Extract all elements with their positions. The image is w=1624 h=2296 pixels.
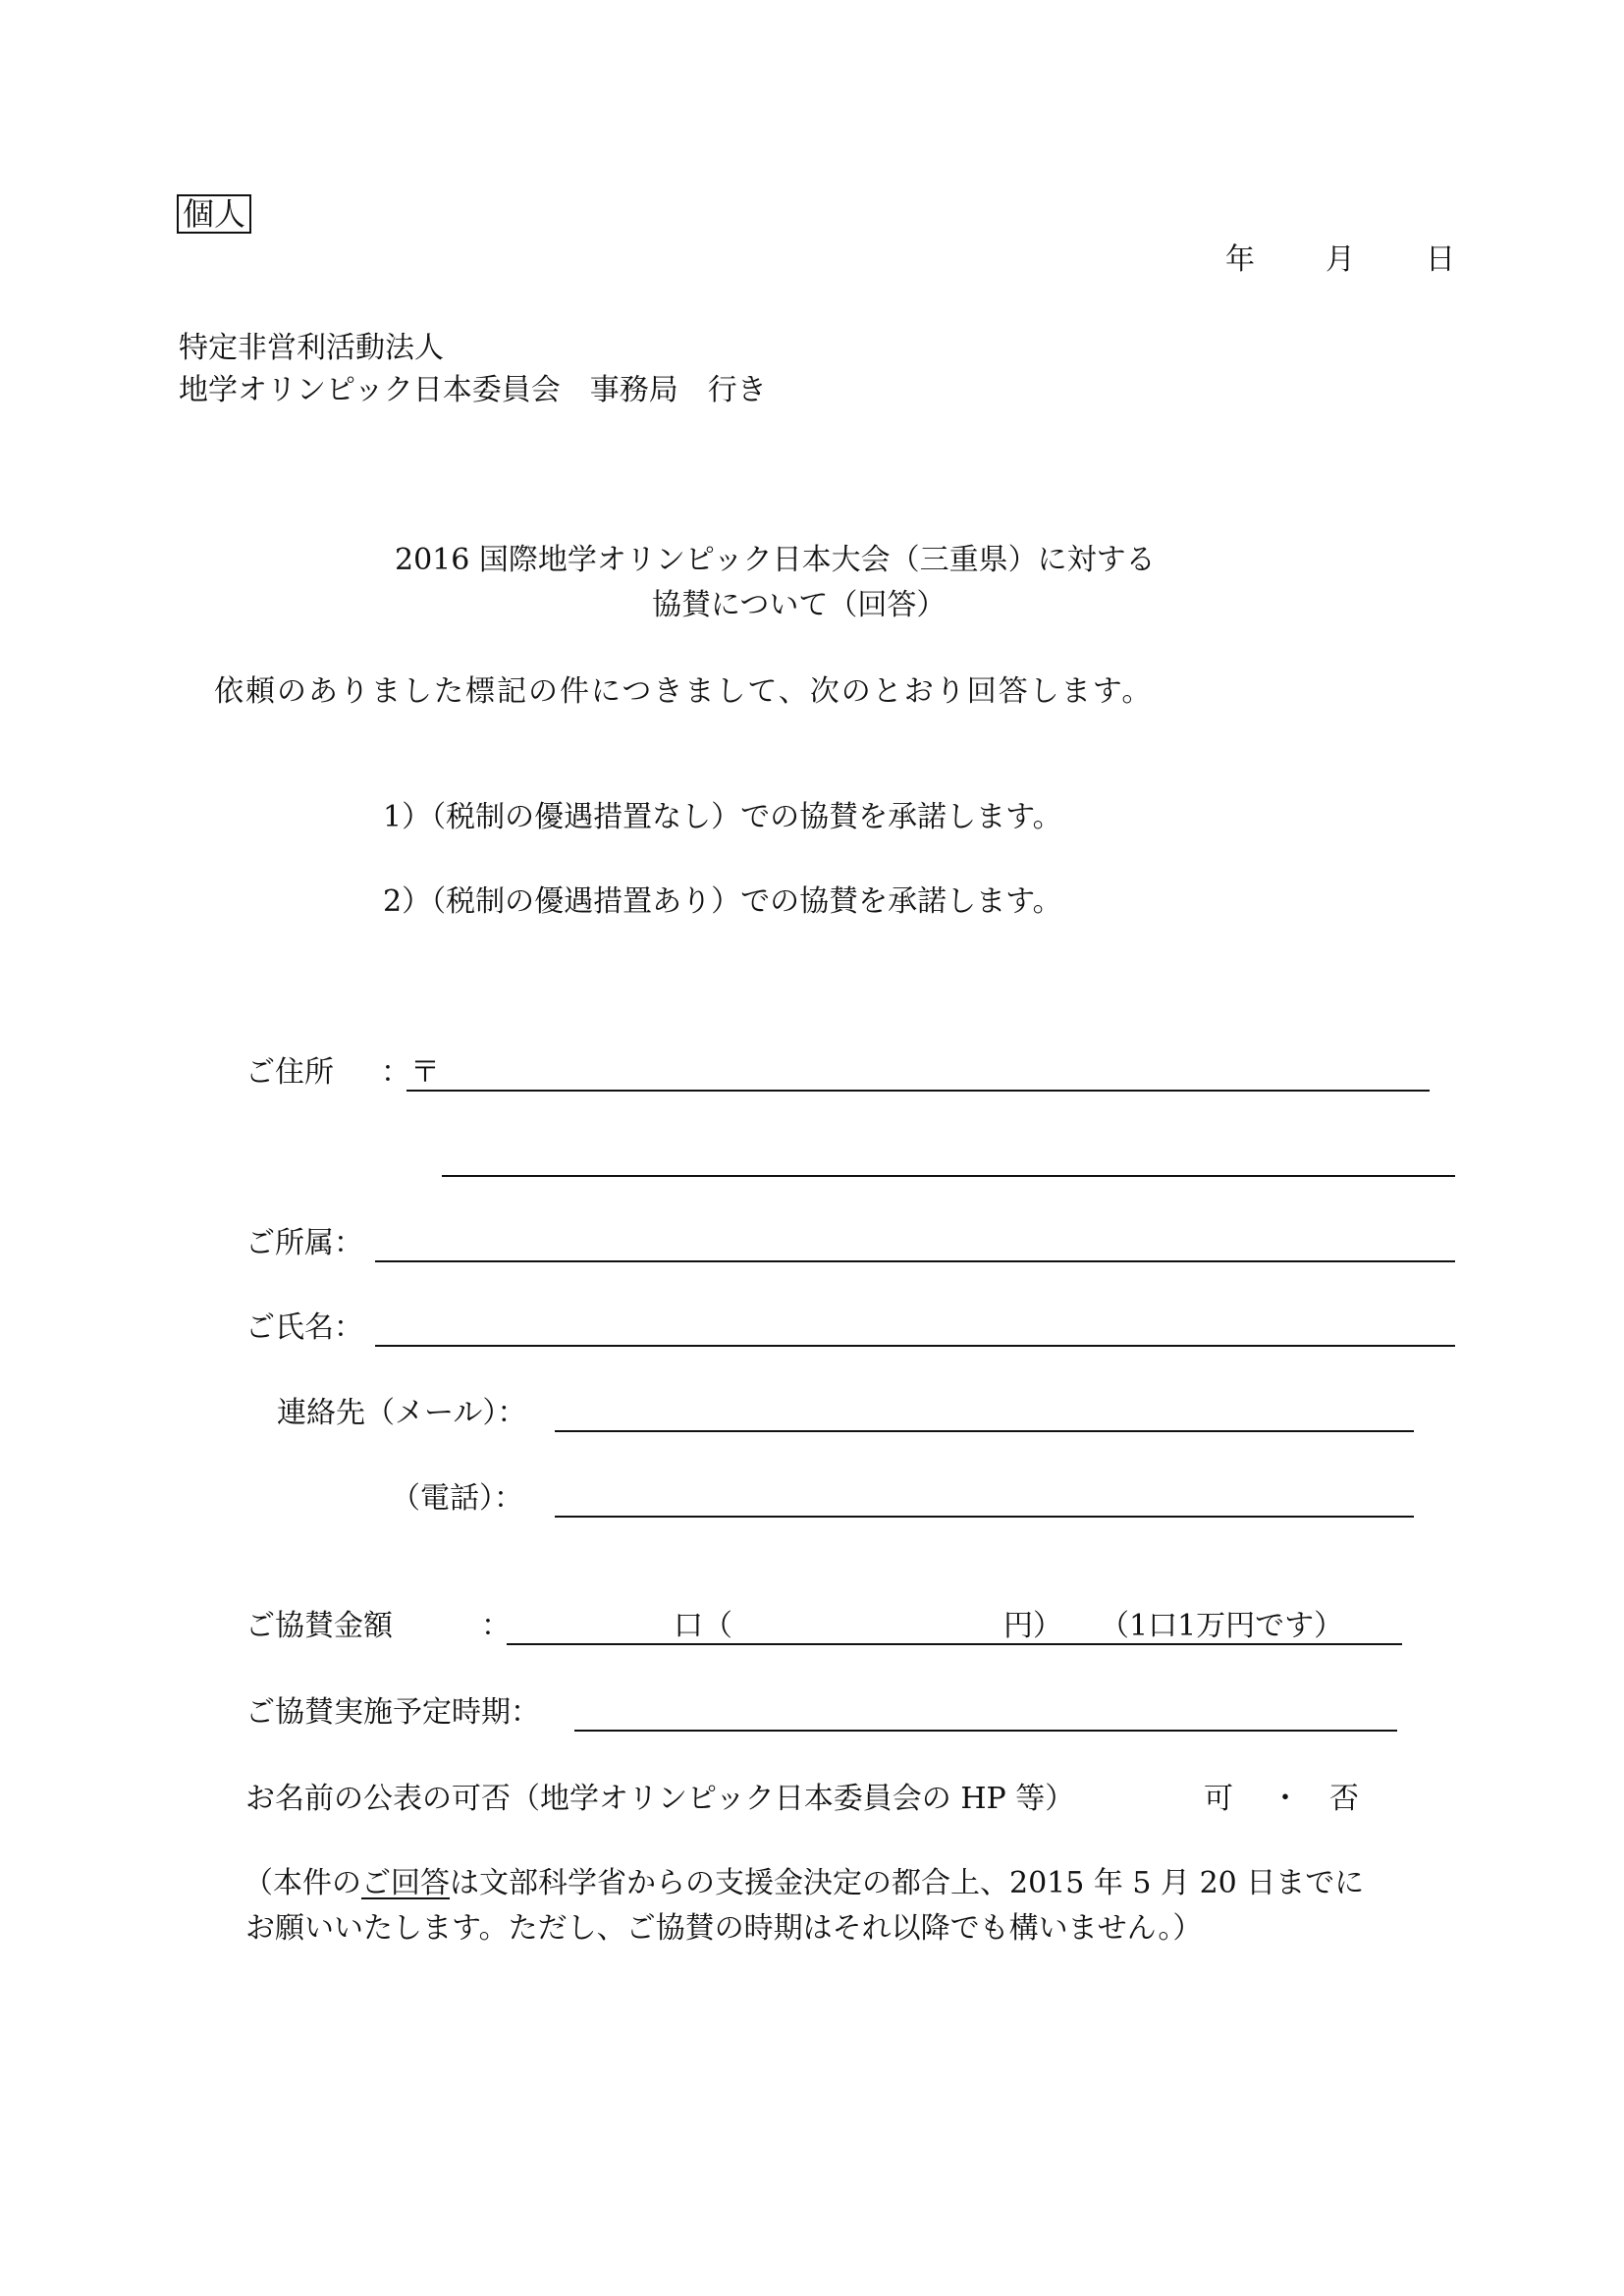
phone-label: （電話）： (391, 1481, 523, 1516)
option-with-tax-benefit[interactable]: 2）（税制の優遇措置あり）での協賛を承諾します。 (383, 884, 1062, 919)
date-day: 日 (1426, 242, 1455, 277)
note-open: （本件の (244, 1866, 361, 1900)
amount-colon: ： (481, 1609, 511, 1643)
address-colon: ： (381, 1055, 410, 1090)
publicity-separator: ・ (1271, 1782, 1300, 1816)
address-line-1[interactable] (406, 1090, 1430, 1092)
postal-mark: 〒 (410, 1055, 440, 1090)
schedule-label: ご協賛実施予定時期： (245, 1695, 540, 1730)
amount-units: 口（ (674, 1609, 732, 1643)
amount-note: （1口1万円です） (1100, 1609, 1344, 1643)
document-title-line1: 2016 国際地学オリンピック日本大会（三重県）に対する (395, 543, 1156, 577)
email-label: 連絡先（メール）： (277, 1396, 527, 1430)
name-line[interactable] (375, 1345, 1455, 1347)
note-underlined: ご回答 (361, 1866, 450, 1900)
address-line-2[interactable] (442, 1175, 1455, 1177)
deadline-note-line2: お願いいたします。ただし、ご協賛の時期はそれ以降でも構いません。） (245, 1911, 1203, 1946)
amount-line[interactable] (507, 1643, 1402, 1645)
category-label: 個人 (177, 194, 251, 234)
deadline-note-line1 (244, 1866, 1365, 1900)
document-title-line2: 協賛について（回答） (652, 588, 947, 622)
note-rest: は文部科学省からの支援金決定の都合上、2015 年 5 月 20 日までに (450, 1866, 1365, 1900)
date-month: 月 (1326, 242, 1355, 277)
amount-label: ご協賛金額 (245, 1609, 393, 1643)
phone-line[interactable] (555, 1516, 1414, 1518)
email-line[interactable] (555, 1430, 1414, 1432)
affiliation-line[interactable] (375, 1260, 1455, 1262)
intro-text: 依頼のありました標記の件につきまして、次のとおり回答します。 (214, 674, 1154, 709)
name-label: ご氏名： (245, 1310, 363, 1345)
recipient-org-type: 特定非営利活動法人 (179, 331, 444, 365)
publicity-question: お名前の公表の可否（地学オリンピック日本委員会の HP 等） (245, 1782, 1075, 1816)
option-without-tax-benefit[interactable]: 1）（税制の優遇措置なし）での協賛を承諾します。 (383, 800, 1062, 834)
date-year: 年 (1225, 242, 1255, 277)
amount-yen: 円） (1003, 1609, 1062, 1643)
address-label: ご住所 (245, 1055, 334, 1090)
recipient-org-name: 地学オリンピック日本委員会 事務局 行き (179, 373, 767, 407)
schedule-line[interactable] (574, 1730, 1397, 1732)
publicity-no-option[interactable]: 否 (1329, 1782, 1359, 1816)
publicity-yes-option[interactable]: 可 (1204, 1782, 1233, 1816)
affiliation-label: ご所属： (245, 1226, 363, 1260)
